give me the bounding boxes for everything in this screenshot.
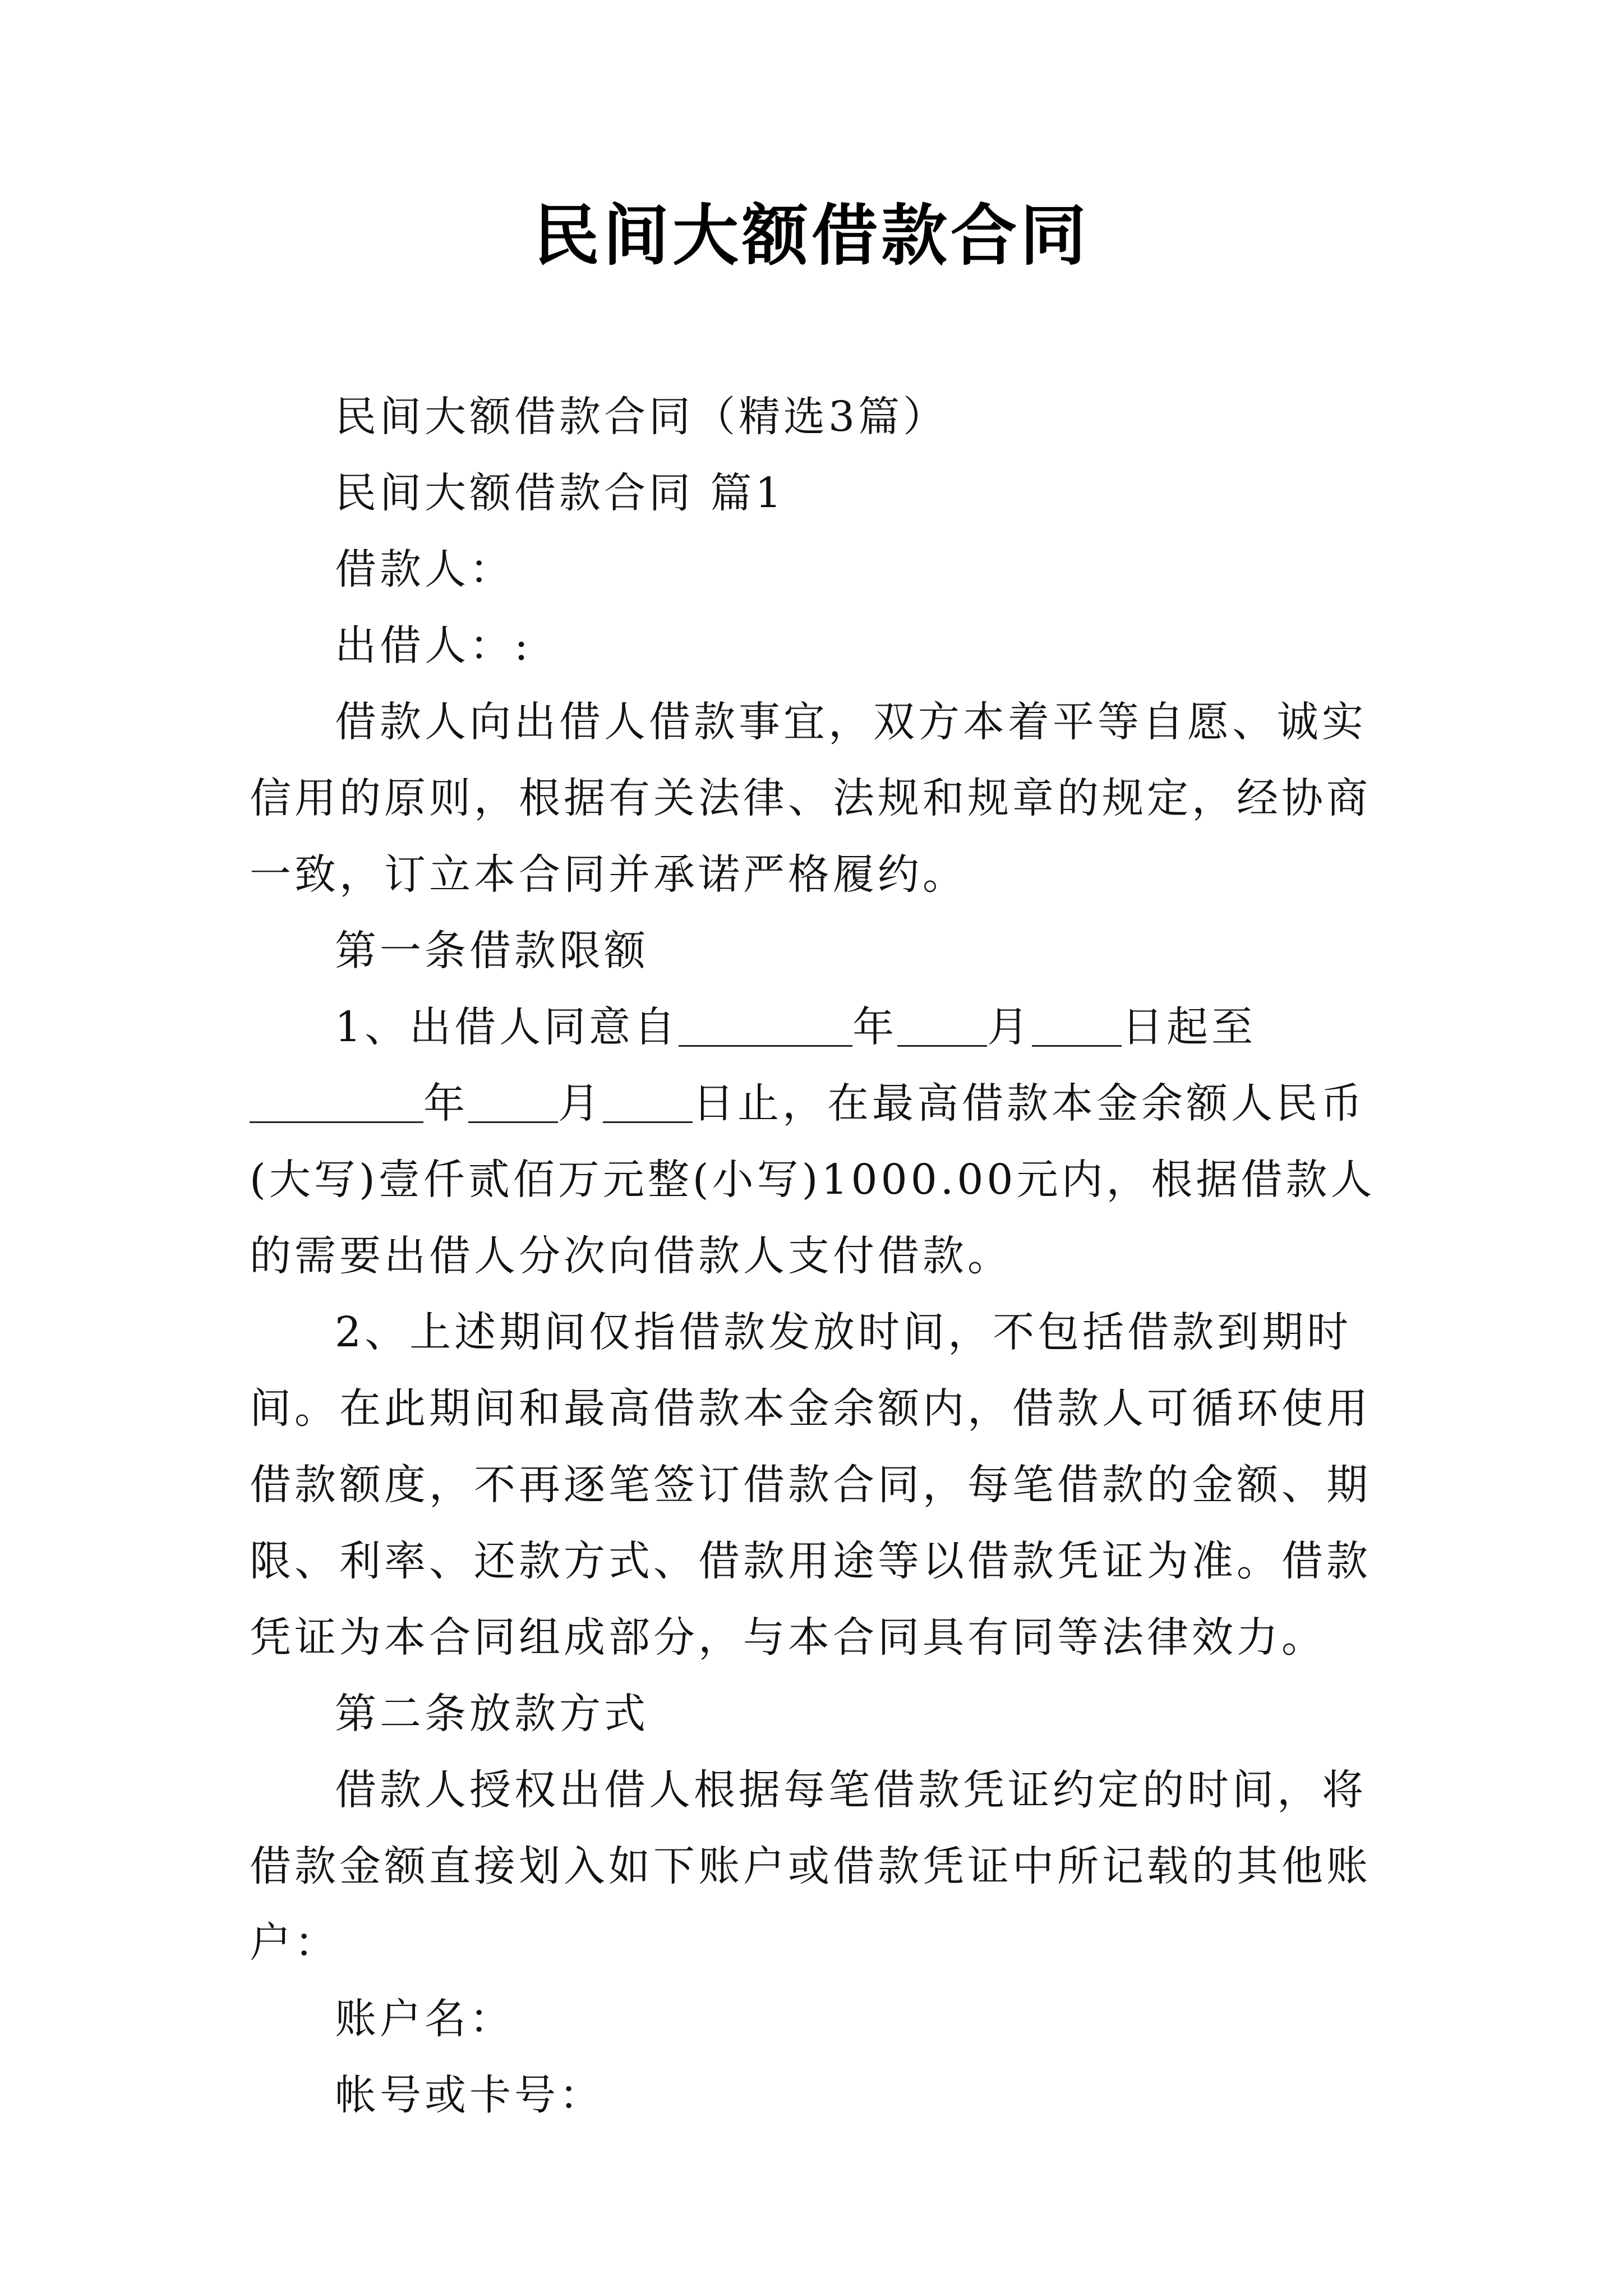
blank-end-day xyxy=(603,1076,693,1123)
paragraph-borrower: 借款人： xyxy=(335,545,514,593)
paragraph-clause-2: 2、上述期间仅指借款发放时间，不包括借款到期时间。在此期间和最高借款本金余额内，借款人可循环使用借款额度，不再逐笔签订借款合同，每笔借款的金额、期限、利率、还款方式、借款用途等以借款凭证为准。借款凭证为本合同组成部分，与本合同具有同等法律效力。 xyxy=(250,1308,1371,1662)
blank-start-day xyxy=(1032,1000,1122,1047)
clause-1-day-label: 日起至 xyxy=(1122,1003,1257,1051)
clause-1-text-end: 日止，在最高借款本金余额人民币(大写)壹仟贰佰万元整(小写)1000.00元内，根据借款人的需要出借人分次向借款人支付借款。 xyxy=(250,1079,1376,1280)
paragraph-account-name: 账户名： xyxy=(335,1995,514,2043)
paragraph-account-number: 帐号或卡号： xyxy=(335,2071,604,2119)
clause-1-end-year-label: 年 xyxy=(423,1079,468,1128)
blank-start-year xyxy=(679,1000,852,1047)
blank-end-month xyxy=(468,1076,558,1123)
clause-1-end-month-label: 月 xyxy=(558,1079,603,1128)
paragraph-article-2-heading: 第二条放款方式 xyxy=(335,1690,649,1738)
document-title: 民间大额借款合同 xyxy=(533,196,1090,274)
paragraph-section-heading: 民间大额借款合同 篇1 xyxy=(335,469,785,517)
clause-1-text-start: 1、出借人同意自 xyxy=(335,1003,679,1051)
document-body xyxy=(250,379,1391,2133)
paragraph-preamble: 借款人向出借人借款事宜，双方本着平等自愿、诚实信用的原则，根据有关法律、法规和规章的规定，经协商一致，订立本合同并承诺严格履约。 xyxy=(250,698,1371,899)
paragraph-lender: 出借人：: xyxy=(335,622,532,670)
paragraph-subtitle: 民间大额借款合同（精选3篇） xyxy=(335,393,948,441)
clause-1-month-label: 月 xyxy=(987,1003,1032,1051)
blank-end-year-top xyxy=(250,1076,423,1123)
paragraph-clause-1 xyxy=(250,989,1391,1294)
blank-start-month xyxy=(897,1000,987,1047)
paragraph-disbursement: 借款人授权出借人根据每笔借款凭证约定的时间，将借款金额直接划入如下账户或借款凭证中所记载的其他账户： xyxy=(250,1766,1371,1967)
clause-1-year-label: 年 xyxy=(852,1003,898,1051)
paragraph-article-1-heading: 第一条借款限额 xyxy=(335,927,649,975)
